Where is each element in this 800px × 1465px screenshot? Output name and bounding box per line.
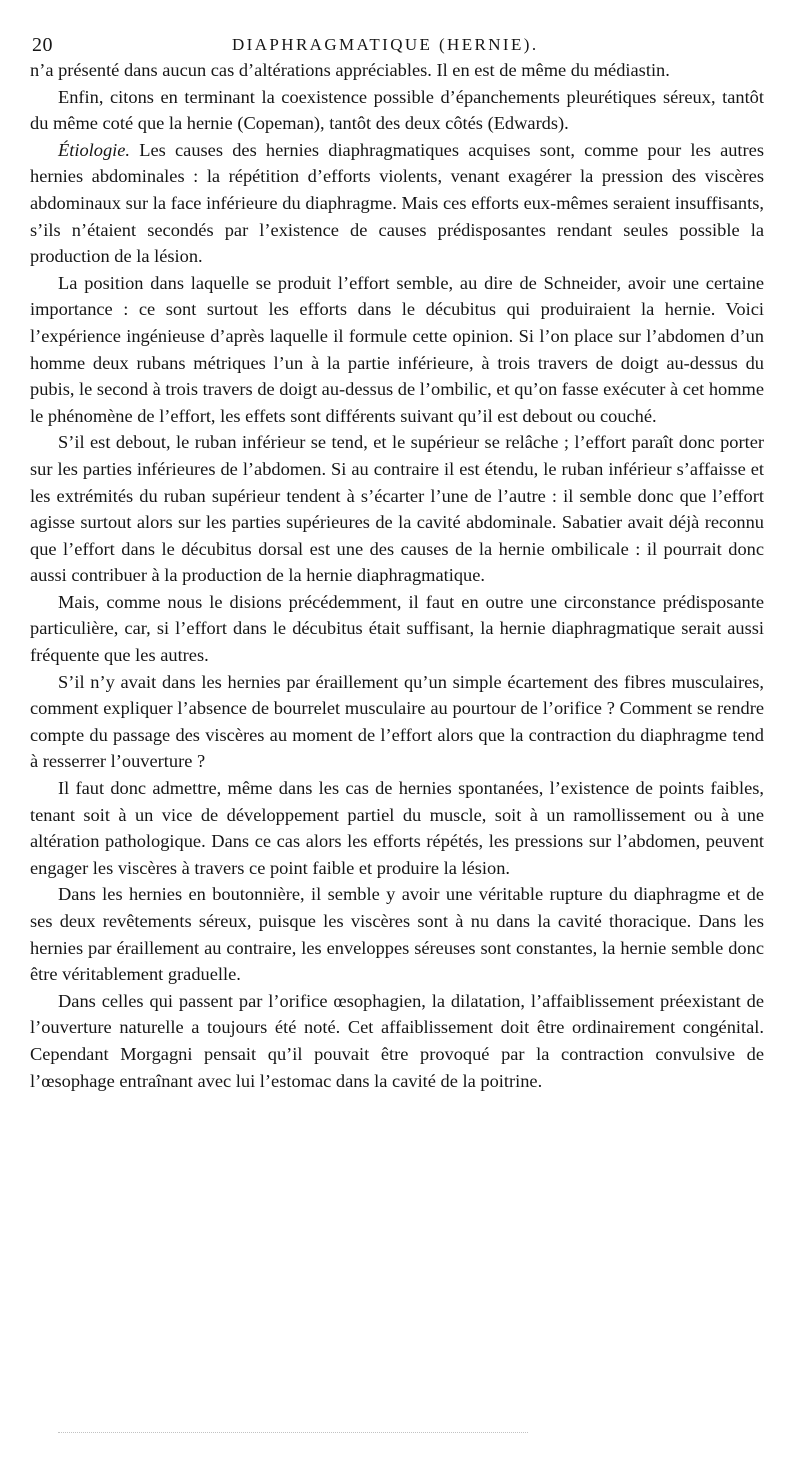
paragraph-text: La position dans laquelle se produit l’effort semble, au dire de Schneider, avoir une certaine importance : ce sont surtout les efforts dans le décubitus qui produiraient la hernie. Voici l’expérience ingénieuse d’après laquelle il formule cette opinion. Si l’on place sur l’abdomen d’un homme deux rubans métriques l’un à la partie inférieure, à trois travers de doigt au-dessus du pubis, le second à trois travers de doigt au-dessus de l’ombilic, et qu’on fasse exécuter à cet homme le phénomène de l’effort, les effets sont différents suivant qu’il est debout ou couché. bbox=[30, 272, 764, 426]
page-number: 20 bbox=[32, 34, 53, 56]
paragraph-text: Les causes des hernies diaphragmatiques acquises sont, comme pour les autres hernies abdominales : la répétition d’efforts violents, venant exagérer la pression des viscères abdominaux sur la face inférieure du diaphragme. Mais ces efforts eux-mêmes seraient insuffisants, s’ils n’étaient secondés par l’existence de causes prédisposantes rendant seules possible la production de la lésion. bbox=[30, 139, 764, 267]
paragraph bbox=[30, 775, 764, 881]
body-text bbox=[30, 57, 764, 1094]
paragraph bbox=[30, 988, 764, 1094]
paragraph-text: Dans les hernies en boutonnière, il semble y avoir une véritable rupture du diaphragme et de ses deux revêtements séreux, puisque les viscères sont à nu dans la cavité thoracique. Dans les hernies par éraillement au contraire, les enveloppes séreuses sont constantes, la hernie semble donc être véritablement graduelle. bbox=[30, 884, 764, 985]
paragraph bbox=[30, 84, 764, 137]
bleed-through-marks bbox=[58, 1432, 528, 1435]
paragraph-text: n’a présenté dans aucun cas d’altérations appréciables. Il en est de même du médiastin. bbox=[30, 60, 670, 80]
paragraph-etiologie bbox=[30, 137, 764, 270]
paragraph-text: Enfin, citons en terminant la coexistence possible d’épanchements pleurétiques séreux, tantôt du même coté que la hernie (Copeman), tantôt des deux côtés (Edwards). bbox=[30, 86, 764, 134]
paragraph bbox=[30, 589, 764, 669]
section-heading-etiologie: Étiologie. bbox=[58, 139, 131, 160]
paragraph-text: S’il n’y avait dans les hernies par éraillement qu’un simple écartement des fibres musculaires, comment expliquer l’absence de bourrelet musculaire au pourtour de l’orifice ? Comment se rendre compte du passage des viscères au moment de l’effort alors que la contraction du diaphragme tend à resserrer l’ouverture ? bbox=[30, 671, 764, 772]
paragraph-text: Il faut donc admettre, même dans les cas de hernies spontanées, l’existence de points faibles, tenant soit à un vice de développement partiel du muscle, soit à un ramollissement ou à une altération pathologique. Dans ce cas alors les efforts répétés, les pressions sur l’abdomen, peuvent engager les viscères à travers ce point faible et produire la lésion. bbox=[30, 778, 764, 878]
paragraph-text: Mais, comme nous le disions précédemment, il faut en outre une circonstance prédisposante particulière, car, si l’effort dans le décubitus était suffisant, la hernie diaphragmatique serait aussi fréquente que les autres. bbox=[30, 591, 764, 666]
paragraph-text: Dans celles qui passent par l’orifice œsophagien, la dilatation, l’affaiblissement préexistant de l’ouverture naturelle a toujours été noté. Cet affaiblissement doit être ordinairement congénital. Cependant Morgagni pensait qu’il pouvait être provoqué par la contraction convulsive de l’œsophage entraînant avec lui l’estomac dans la cavité de la poitrine. bbox=[30, 990, 764, 1091]
paragraph bbox=[30, 881, 764, 987]
paragraph bbox=[30, 270, 764, 430]
running-title: DIAPHRAGMATIQUE (HERNIE). bbox=[232, 35, 539, 54]
paragraph bbox=[30, 57, 764, 84]
paragraph bbox=[30, 669, 764, 775]
paragraph-text: S’il est debout, le ruban inférieur se tend, et le supérieur se relâche ; l’effort paraît donc porter sur les parties inférieures de l’abdomen. Si au contraire il est étendu, le ruban inférieur s’affaisse et les extrémités du ruban supérieur tendent à s’écarter l’une de l’autre : il semble donc que l’effort agisse surtout alors sur les parties supérieures de la cavité abdominale. Sabatier avait déjà reconnu que l’effort dans le décubitus dorsal est une des causes de la hernie ombilicale : il pourrait donc aussi contribuer à la production de la hernie diaphragmatique. bbox=[30, 432, 764, 586]
paragraph bbox=[30, 429, 764, 589]
